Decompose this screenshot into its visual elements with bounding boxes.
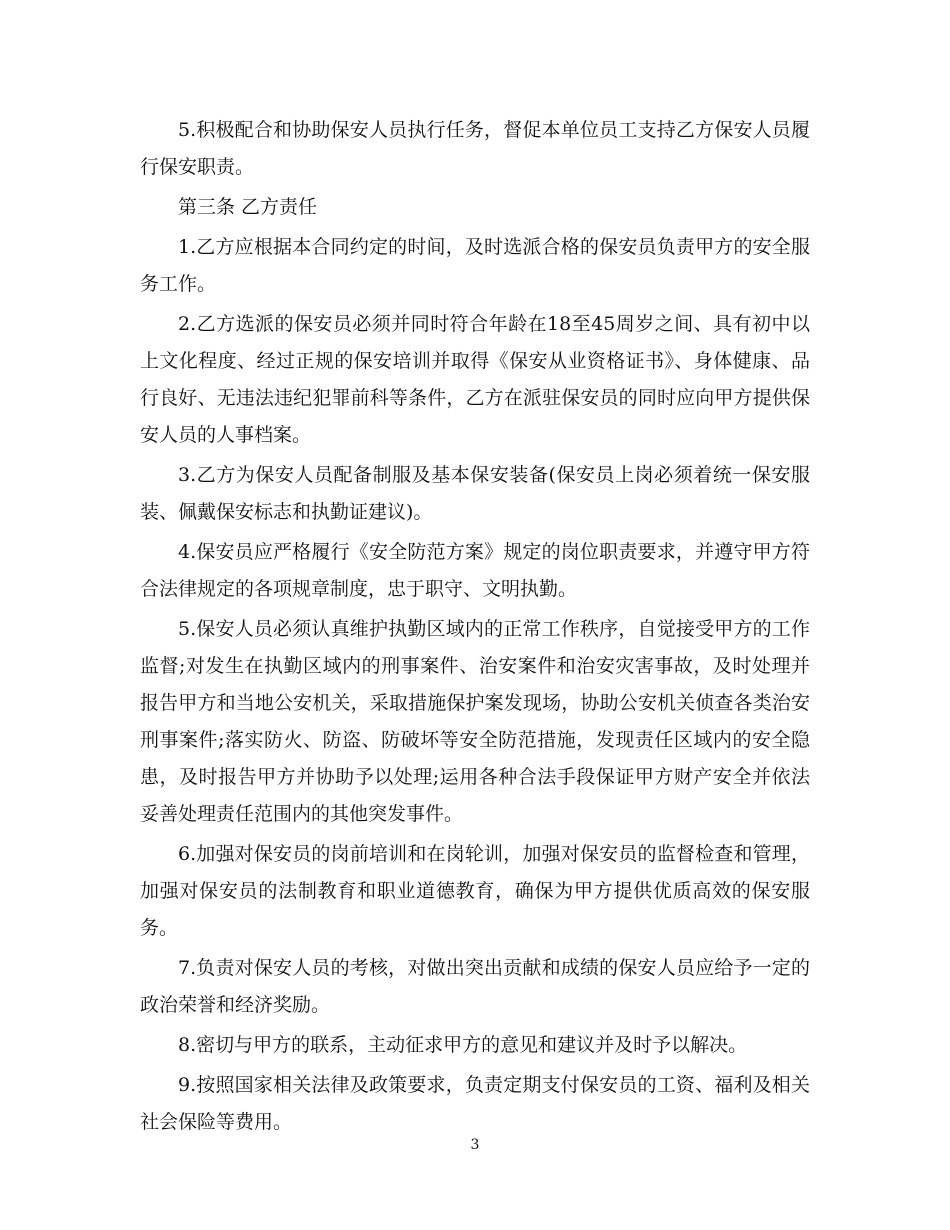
paragraph-item-5: 5.保安人员必须认真维护执勤区域内的正常工作秩序，自觉接受甲方的工作监督;对发生在执勤区域内的刑事案件、治安案件和治安灾害事故，及时处理并报告甲方和当地公安机关，采取措施保护案发现场，协助公安机关侦查各类治安刑事案件;落实防火、防盗、防破坏等安全防范措施，发现责任区域内的安全隐患，及时报告甲方并协助予以处理;运用各种合法手段保证甲方财产安全并依法妥善处理责任范围内的其他突发事件。: [140, 618, 810, 825]
section-heading-article-3: 第三条 乙方责任: [178, 196, 318, 218]
paragraph-item-3: 3.乙方为保安人员配备制服及基本保安装备(保安员上岗必须着统一保安服装、佩戴保安标志和执勤证建议)。: [140, 464, 810, 523]
paragraph-item-4: 4.保安员应严格履行《安全防范方案》规定的岗位职责要求，并遵守甲方符合法律规定的各项规章制度，忠于职守、文明执勤。: [140, 541, 810, 600]
paragraph-item-8: 8.密切与甲方的联系，主动征求甲方的意见和建议并及时予以解决。: [178, 1034, 748, 1056]
document-body: [140, 112, 810, 1144]
paragraph-item-9: 9.按照国家相关法律及政策要求，负责定期支付保安员的工资、福利及相关社会保险等费用。: [140, 1074, 810, 1133]
paragraph-item-7: 7.负责对保安人员的考核，对做出突出贡献和成绩的保安人员应给予一定的政治荣誉和经济奖励。: [140, 957, 810, 1016]
paragraph-item-6: 6.加强对保安员的岗前培训和在岗轮训，加强对保安员的监督检查和管理，加强对保安员的法制教育和职业道德教育，确保为甲方提供优质高效的保安服务。: [140, 843, 810, 939]
paragraph-item-2: 2.乙方选派的保安员必须并同时符合年龄在18至45周岁之间、具有初中以上文化程度、经过正规的保安培训并取得《保安从业资格证书》、身体健康、品行良好、无违法违纪犯罪前科等条件，乙方在派驻保安员的同时应向甲方提供保安人员的人事档案。: [140, 313, 810, 446]
page-number: 3: [470, 1137, 480, 1153]
paragraph-item-1: 1.乙方应根据本合同约定的时间，及时选派合格的保安员负责甲方的安全服务工作。: [140, 236, 810, 295]
paragraph-cooperate-assist: 5.积极配合和协助保安人员执行任务，督促本单位员工支持乙方保安人员履行保安职责。: [140, 119, 810, 178]
